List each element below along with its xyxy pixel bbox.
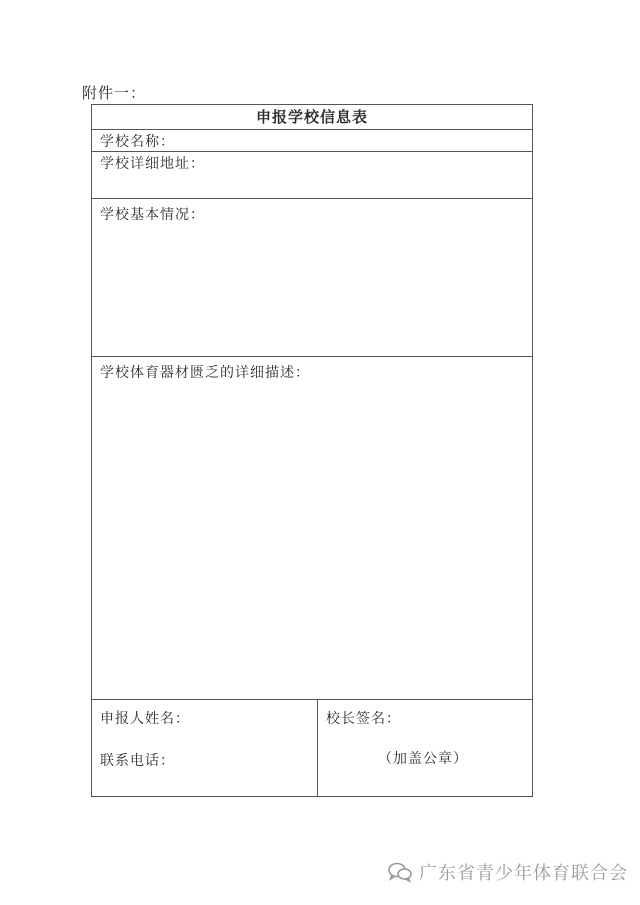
official-stamp-label: （加盖公章） [378,751,468,767]
equipment-shortage-label: 学校体育器材匮乏的详细描述： [100,365,310,381]
equipment-shortage-row[interactable] [92,357,532,700]
school-name-row[interactable] [92,130,532,152]
school-basic-label: 学校基本情况： [100,207,205,223]
watermark-text: 广东省青少年体育联合会 [419,863,628,884]
signature-row [92,700,532,797]
form-title: 申报学校信息表 [92,105,532,130]
phone-label: 联系电话： [100,753,175,769]
applicant-cell[interactable] [92,700,318,797]
school-name-label: 学校名称： [100,134,175,150]
attachment-label: 附件一： [82,84,147,102]
school-address-row[interactable] [92,152,532,199]
school-address-label: 学校详细地址： [100,156,205,172]
principal-signature-label: 校长签名： [326,711,401,727]
applicant-name-label: 申报人姓名： [100,711,190,727]
school-info-form [91,104,533,797]
school-basic-row[interactable] [92,199,532,357]
principal-cell[interactable] [318,700,532,797]
wechat-icon [387,861,413,883]
watermark [387,859,628,885]
